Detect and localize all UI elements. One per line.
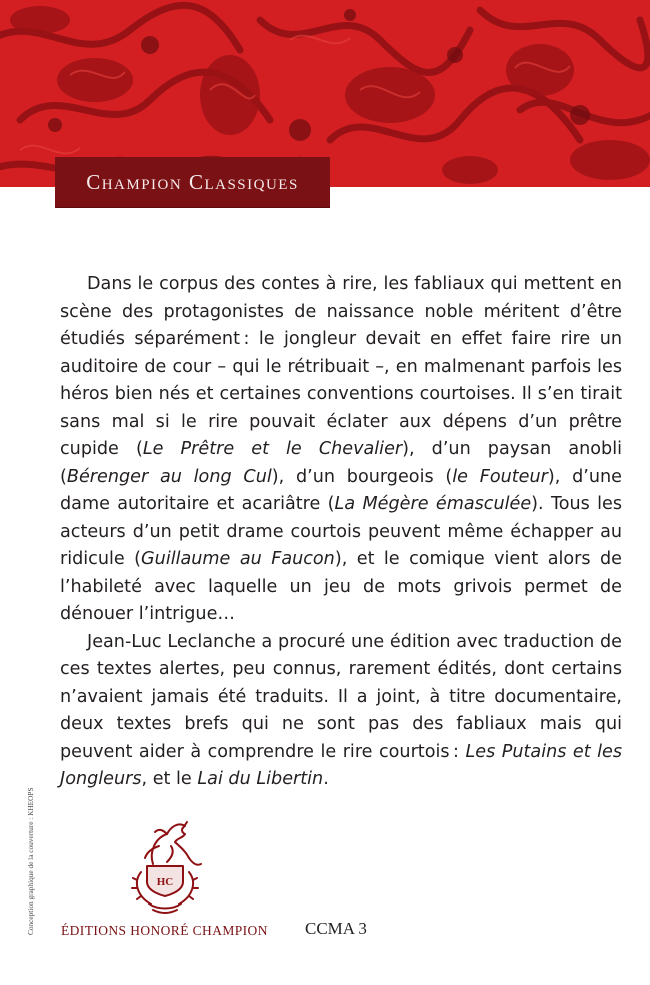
text-run: ), d’une dame autoritaire et acariâtre (	[60, 466, 623, 514]
title-guillaume-au-faucon: Guillaume au Faucon	[141, 549, 335, 569]
rearing-horse-crest-icon	[123, 816, 208, 918]
text-run: Jean-Luc Leclanche a procuré une édition avec traduction de ces textes alertes, peu connus, rarement édités, dont certains n’avaient jamais été traduits. Il a joint, à titre documentaire, deux textes brefs qui ne sont pas des fabliaux mais qui peuvent aider à comprendre le rire courtois :	[60, 631, 622, 762]
title-lai-du-libertin: Lai du Libertin	[197, 769, 324, 789]
title-le-fouteur: le Fouteur	[452, 466, 548, 487]
cover-design-credit: Conception graphique de la couverture : KHEOPS	[26, 787, 35, 935]
text-run: ), d’un bourgeois (	[271, 466, 453, 487]
text-run: ), et le comique vient alors de l’habileté avec laquelle un jeu de mots grivois permet de dénouer l’intrigue…	[60, 549, 623, 624]
series-title-box	[55, 157, 330, 208]
title-les-putains-et-les-jongleurs: Les Putains et les Jongleurs	[60, 741, 622, 789]
publisher-name: ÉDITIONS HONORÉ CHAMPION	[61, 923, 268, 938]
crest-monogram: HC	[156, 876, 174, 888]
series-number: CCMA 3	[305, 919, 367, 938]
text-run: .	[323, 769, 329, 789]
text-run: ), d’un paysan anobli (	[60, 439, 622, 487]
title-berenger-au-long-cul: Bérenger au long Cul	[66, 466, 272, 487]
blurb-paragraph-2	[60, 629, 622, 794]
blurb-paragraph-1	[60, 271, 622, 629]
text-run: , et le	[141, 769, 198, 789]
back-cover-blurb	[60, 271, 622, 794]
title-le-pretre-et-le-chevalier: Le Prêtre et le Chevalier	[142, 439, 403, 459]
text-run: ). Tous les acteurs d’un petit drame courtois peuvent même échapper au ridicule (	[60, 494, 623, 569]
text-run: Dans le corpus des contes à rire, les fabliaux qui mettent en scène des protagonistes de naissance noble méritent d’être étudiés séparément : le jongleur devait en effet faire rire un auditoire de cour – qui le rétribuait –, en malmenant parfois les héros bien nés et certaines conventions courtoises. Il s’en tirait sans mal si le rire pouvait éclater aux dépens d’un prêtre cupide (	[60, 274, 622, 459]
series-title: Champion Classiques	[86, 169, 299, 194]
title-la-megere-emasculee: La Mégère émasculée	[334, 494, 532, 514]
